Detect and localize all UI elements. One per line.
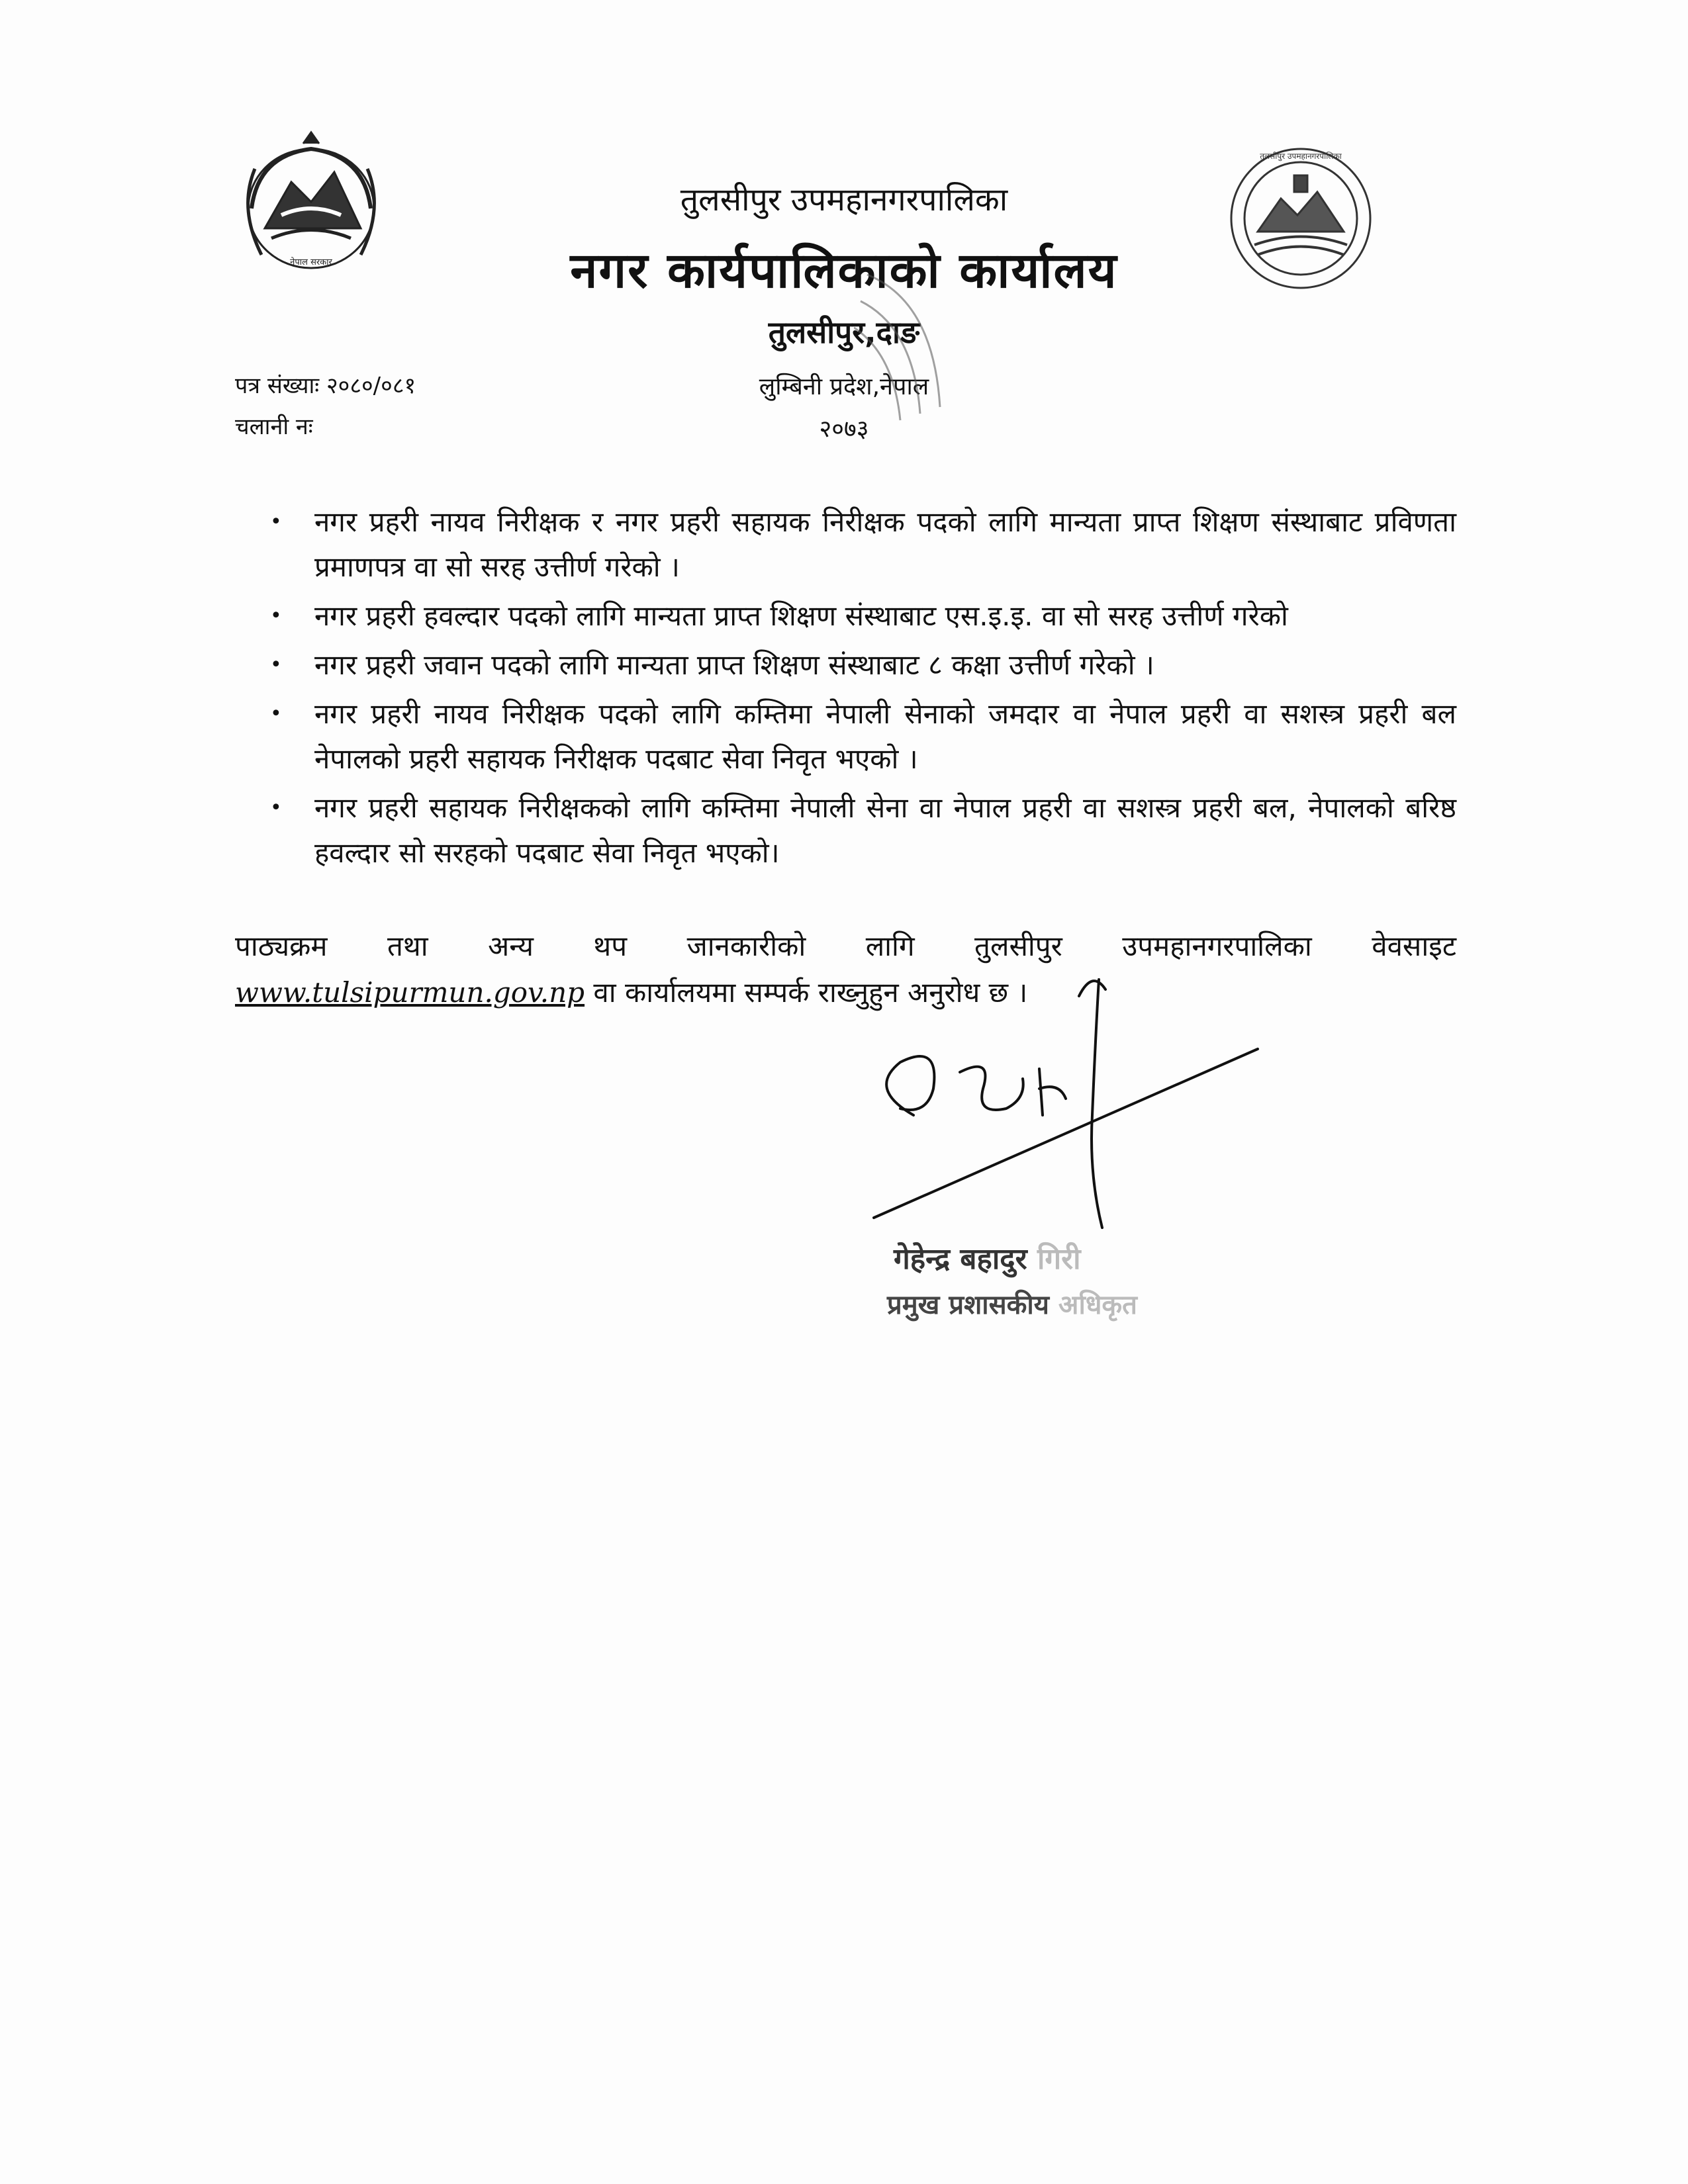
bullet-icon: •: [270, 653, 282, 676]
bullet-icon: •: [270, 510, 282, 533]
office-year: २०७३: [819, 416, 869, 443]
requirements-list: [265, 500, 1456, 880]
office-address: तुलसीपुर,दाङ: [768, 314, 920, 350]
office-title: नगर कार्यपालिकाको कार्यालय: [570, 242, 1118, 299]
municipality-name: तुलसीपुर उपमहानगरपालिका: [680, 181, 1008, 218]
office-seal-stamp-icon: [854, 261, 953, 427]
list-item: • नगर प्रहरी जवान पदको लागि मान्यता प्राप्त शिक्षण संस्थाबाट ८ कक्षा उत्तीर्ण गरेको ।: [265, 643, 1456, 688]
list-item: • नगर प्रहरी नायव निरीक्षक र नगर प्रहरी सहायक निरीक्षक पदको लागि मान्यता प्राप्त शिक्षण संस्थाबाट प्रविणता प्रमाणपत्र वा सो सरह उत्तीर्ण गरेको ।: [265, 500, 1456, 590]
list-item: • नगर प्रहरी नायव निरीक्षक पदको लागि कम्तिमा नेपाली सेनाको जमदार वा नेपाल प्रहरी वा सशस्त्र प्रहरी बल नेपालको प्रहरी सहायक निरीक्षक पदबाट सेवा निवृत भएको ।: [265, 692, 1456, 782]
letter-reference-number: पत्र संख्याः २०८०/०८१: [235, 373, 416, 399]
svg-text:नेपाल सरकार: नेपाल सरकार: [290, 257, 332, 267]
dispatch-number: चलानी नः: [235, 414, 313, 440]
signer-title: प्रमुख प्रशासकीय अधिकृत: [887, 1290, 1137, 1320]
bullet-icon: •: [270, 604, 282, 627]
signer-name: गेहेन्द्र बहादुर गिरी: [894, 1242, 1081, 1276]
closing-paragraph: पाठ्यक्रम तथा अन्य थप जानकारीको लागि तुलसीपुर उपमहानगरपालिका वेवसाइट www.tulsipurmun.gov.np वा कार्यालयमा सम्पर्क राख्नुहुन अनुरोध छ ।: [235, 930, 1456, 1009]
office-province: लुम्बिनी प्रदेश,नेपाल: [759, 373, 929, 400]
list-item: • नगर प्रहरी सहायक निरीक्षकको लागि कम्तिमा नेपाली सेना वा नेपाल प्रहरी वा सशस्त्र प्रहरी बल, नेपालको बरिष्ठ हवल्दार सो सरहको पदबाट सेवा निवृत भएको।: [265, 786, 1456, 876]
bullet-icon: •: [270, 702, 282, 725]
website-link[interactable]: www.tulsipurmun.gov.np: [235, 976, 585, 1009]
bullet-icon: •: [270, 796, 282, 819]
list-item: • नगर प्रहरी हवल्दार पदको लागि मान्यता प्राप्त शिक्षण संस्थाबाट एस.इ.इ. वा सो सरह उत्तीर्ण गरेको: [265, 594, 1456, 639]
handwritten-signature-icon: [861, 956, 1291, 1234]
svg-text:तुलसीपुर उपमहानगरपालिका: तुलसीपुर उपमहानगरपालिका: [1260, 152, 1342, 161]
